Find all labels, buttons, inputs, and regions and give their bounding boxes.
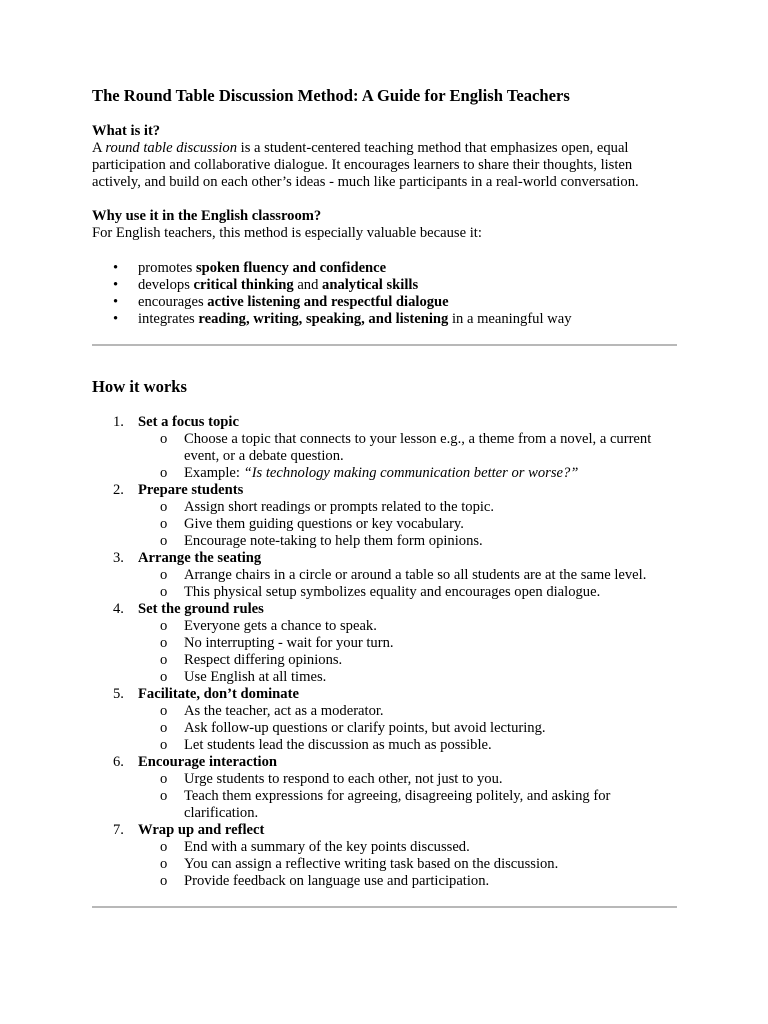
what-is-it-paragraph: [92, 140, 677, 191]
step-item: [92, 754, 677, 822]
subitem-text: Everyone gets a chance to speak.: [184, 618, 377, 634]
benefit-item: [92, 260, 677, 277]
circle-bullet-icon: o: [160, 533, 168, 549]
subitem-text: Respect differing opinions.: [184, 652, 343, 668]
step-subitems: [138, 839, 677, 890]
benefit-text-pre: integrates: [138, 311, 199, 327]
step-item: [92, 822, 677, 890]
subitem-text: Assign short readings or prompts related to the topic.: [184, 499, 495, 515]
bullet-icon: •: [113, 277, 119, 293]
circle-bullet-icon: o: [160, 465, 168, 481]
step-number: 4.: [113, 601, 124, 617]
benefit-text-b2: analytical skills: [322, 277, 419, 293]
subitem-text: Encourage note-taking to help them form opinions.: [184, 533, 483, 549]
circle-bullet-icon: o: [160, 669, 168, 685]
step-title: Set the ground rules: [138, 601, 264, 617]
what-is-it-heading: What is it?: [92, 123, 161, 139]
step-item: [92, 482, 677, 550]
step-subitem: [138, 618, 677, 635]
step-subitem: [138, 499, 677, 516]
step-number: 6.: [113, 754, 124, 770]
benefit-item: [92, 277, 677, 294]
benefit-text-b1: active listening and respectful dialogue: [207, 294, 449, 310]
what-is-it-italic-term: round table discussion: [105, 140, 238, 156]
circle-bullet-icon: o: [160, 703, 168, 719]
step-number: 5.: [113, 686, 124, 702]
subitem-text: Give them guiding questions or key vocabulary.: [184, 516, 464, 532]
step-subitem: [138, 652, 677, 669]
subitem-text: You can assign a reflective writing task based on the discussion.: [184, 856, 559, 872]
step-subitem: [138, 771, 677, 788]
step-subitem: [138, 788, 677, 822]
section-divider: [92, 344, 677, 346]
step-subitems: [138, 431, 677, 482]
bullet-icon: •: [113, 311, 119, 327]
step-subitem: [138, 737, 677, 754]
subitem-text: End with a summary of the key points discussed.: [184, 839, 470, 855]
benefits-list: [92, 260, 677, 328]
circle-bullet-icon: o: [160, 516, 168, 532]
circle-bullet-icon: o: [160, 720, 168, 736]
benefit-text-pre: promotes: [138, 260, 196, 276]
document-title: The Round Table Discussion Method: A Guide for English Teachers: [92, 86, 570, 105]
benefit-text-post: in a meaningful way: [448, 311, 572, 327]
subitem-text: Choose a topic that connects to your lesson e.g., a theme from a novel, a current event, or a debate question.: [184, 431, 652, 464]
circle-bullet-icon: o: [160, 788, 168, 804]
steps-list: [92, 414, 677, 890]
step-subitem: [138, 431, 677, 465]
step-title: Set a focus topic: [138, 414, 239, 430]
what-is-it-text-a: A: [92, 140, 106, 156]
step-subitem: [138, 856, 677, 873]
step-subitems: [138, 499, 677, 550]
why-use-intro: For English teachers, this method is especially valuable because it:: [92, 225, 482, 241]
subitem-text: Urge students to respond to each other, not just to you.: [184, 771, 503, 787]
circle-bullet-icon: o: [160, 584, 168, 600]
subitem-text: Teach them expressions for agreeing, disagreeing politely, and asking for clarification.: [184, 788, 611, 821]
step-title: Wrap up and reflect: [138, 822, 265, 838]
step-subitem: [138, 703, 677, 720]
subitem-text: This physical setup symbolizes equality and encourages open dialogue.: [184, 584, 601, 600]
subitem-text: No interrupting - wait for your turn.: [184, 635, 394, 651]
benefit-text-b1: critical thinking: [193, 277, 294, 293]
subitem-text: Provide feedback on language use and participation.: [184, 873, 490, 889]
subitem-text: Ask follow-up questions or clarify points, but avoid lecturing.: [184, 720, 546, 736]
subitem-text: Example:: [184, 465, 244, 481]
step-subitem: [138, 720, 677, 737]
circle-bullet-icon: o: [160, 737, 168, 753]
step-subitems: [138, 771, 677, 822]
subitem-text: Let students lead the discussion as much as possible.: [184, 737, 492, 753]
step-subitem: [138, 873, 677, 890]
benefit-text-pre: develops: [138, 277, 194, 293]
why-use-section: [92, 208, 677, 242]
subitem-italic-text: “Is technology making communication better or worse?”: [243, 465, 579, 481]
step-item: [92, 686, 677, 754]
step-subitem: [138, 516, 677, 533]
circle-bullet-icon: o: [160, 499, 168, 515]
circle-bullet-icon: o: [160, 873, 168, 889]
step-subitems: [138, 567, 677, 601]
circle-bullet-icon: o: [160, 839, 168, 855]
circle-bullet-icon: o: [160, 618, 168, 634]
step-number: 7.: [113, 822, 124, 838]
document-page: [92, 86, 677, 908]
circle-bullet-icon: o: [160, 652, 168, 668]
step-subitems: [138, 618, 677, 686]
what-is-it-text-b: is a student-centered teaching method that emphasizes open, equal participation and collaborative dialogue. It encourages learners to share their thoughts, listen actively, and build on each other’s ideas - much like participants in a real-world conversation.: [92, 140, 639, 190]
what-is-it-section: [92, 123, 677, 191]
step-title: Encourage interaction: [138, 754, 278, 770]
circle-bullet-icon: o: [160, 567, 168, 583]
step-title: Prepare students: [138, 482, 244, 498]
subitem-text: Arrange chairs in a circle or around a table so all students are at the same level.: [184, 567, 647, 583]
step-subitem: [138, 635, 677, 652]
benefit-text-b1: reading, writing, speaking, and listening: [198, 311, 449, 327]
circle-bullet-icon: o: [160, 856, 168, 872]
circle-bullet-icon: o: [160, 771, 168, 787]
benefit-text-mid: and: [293, 277, 323, 293]
benefit-item: [92, 311, 677, 328]
step-subitem: [138, 839, 677, 856]
benefit-text-pre: encourages: [138, 294, 208, 310]
why-use-heading: Why use it in the English classroom?: [92, 208, 322, 224]
benefit-item: [92, 294, 677, 311]
step-subitem: [138, 669, 677, 686]
benefit-text-b1: spoken fluency and confidence: [195, 260, 387, 276]
step-item: [92, 414, 677, 482]
step-item: [92, 601, 677, 686]
step-subitem: [138, 533, 677, 550]
circle-bullet-icon: o: [160, 431, 168, 447]
circle-bullet-icon: o: [160, 635, 168, 651]
subitem-text: As the teacher, act as a moderator.: [184, 703, 384, 719]
step-number: 1.: [113, 414, 124, 430]
step-title: Facilitate, don’t dominate: [138, 686, 299, 702]
section-divider-bottom: [92, 906, 677, 908]
bullet-icon: •: [113, 260, 119, 276]
step-subitem: [138, 567, 677, 584]
step-number: 3.: [113, 550, 124, 566]
step-number: 2.: [113, 482, 124, 498]
step-subitem: [138, 465, 677, 482]
how-it-works-heading: How it works: [92, 377, 187, 396]
step-title: Arrange the seating: [138, 550, 262, 566]
step-item: [92, 550, 677, 601]
subitem-text: Use English at all times.: [184, 669, 327, 685]
step-subitem: [138, 584, 677, 601]
bullet-icon: •: [113, 294, 119, 310]
step-subitems: [138, 703, 677, 754]
